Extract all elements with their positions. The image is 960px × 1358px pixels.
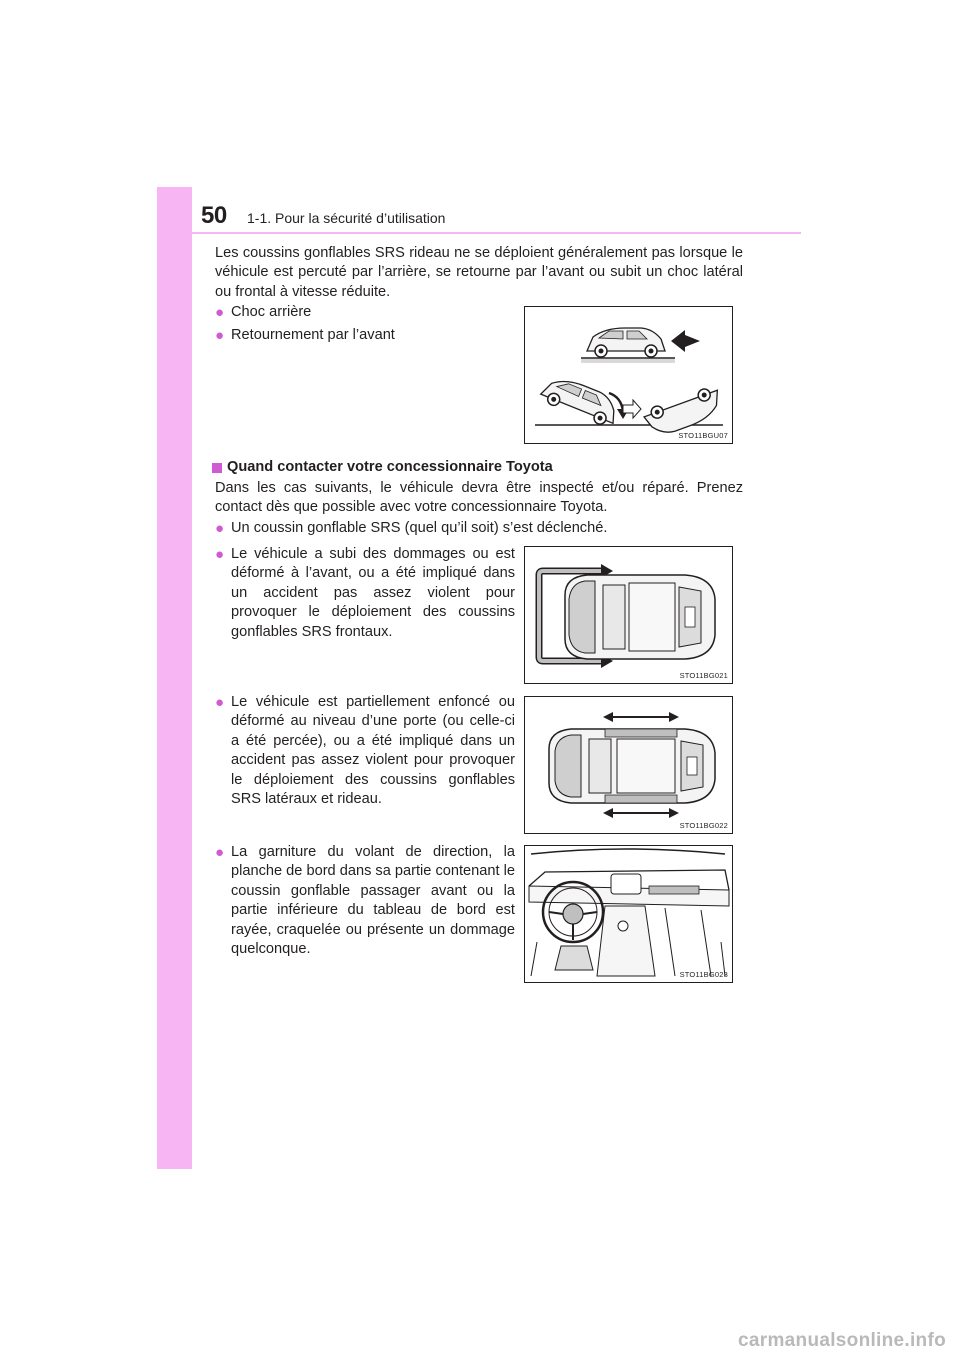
list-item-text: Le véhicule est partiellement enfoncé ou déformé au niveau d’une porte (ou celle-ci a été percée), ou a été impliqué dans un accident pas assez violent pour provoquer le déploiement des coussins gonflables SRS latéraux et rideau. <box>231 694 515 808</box>
bullet-icon: ● <box>215 327 225 344</box>
list-item <box>215 303 505 322</box>
list-item-text: Un coussin gonflable SRS (quel qu’il soit) s’est déclenché. <box>231 520 608 536</box>
dealer-section-paragraph: Dans les cas suivants, le véhicule devra être inspecté et/ou réparé. Prenez contact dès que possible avec votre concessionnaire Toyota. <box>215 480 743 516</box>
dashboard-illustration <box>525 846 732 982</box>
list-item-text: La garniture du volant de direction, la planche de bord dans sa partie contenant le coussin gonflable passager avant ou la partie inférieure du tableau de bord est rayée, craquelée ou présente un dommage quelconque. <box>231 844 515 958</box>
list-item <box>215 843 515 959</box>
car-top-view-side-illustration <box>525 697 732 833</box>
list-item <box>215 326 505 345</box>
square-bullet-icon <box>212 463 222 473</box>
figure-code: STO11BG022 <box>679 821 728 830</box>
section-title: 1-1. Pour la sécurité d’utilisation <box>247 210 446 226</box>
bullet-icon: ● <box>215 304 225 321</box>
side-color-band <box>157 187 192 1169</box>
list-item <box>215 519 743 538</box>
figure-code: STO11BG023 <box>679 970 728 979</box>
intro-paragraph: Les coussins gonflables SRS rideau ne se déploient généralement pas lorsque le véhicule est percuté par l’arrière, se retourne par l’avant ou subit un choc latéral ou frontal à vitesse réduite. <box>215 245 743 300</box>
car-collision-illustration <box>525 307 732 443</box>
car-top-view-front-illustration <box>525 547 732 683</box>
list-item <box>215 545 515 642</box>
figure-side-damage <box>524 696 733 834</box>
dealer-section-title <box>212 459 553 475</box>
list-item <box>215 693 515 809</box>
bullet-icon: ● <box>215 694 225 711</box>
figure-dashboard-damage <box>524 845 733 983</box>
bullet-icon: ● <box>215 520 225 537</box>
list-item-text: Le véhicule a subi des dommages ou est déformé à l’avant, ou a été impliqué dans un accident pas assez violent pour provoquer le déploiement des coussins gonflables SRS frontaux. <box>231 546 515 640</box>
list-item-text: Choc arrière <box>231 304 312 320</box>
figure-code: STO11BG021 <box>679 671 728 680</box>
figure-code: STO11BGU07 <box>678 431 728 440</box>
figure-front-damage <box>524 546 733 684</box>
header-rule <box>192 232 801 234</box>
watermark-text: carmanualsonline.info <box>738 1330 946 1351</box>
bullet-icon: ● <box>215 844 225 861</box>
page-number: 50 <box>201 202 227 229</box>
dealer-section-title-text: Quand contacter votre concessionnaire Toyota <box>227 459 553 475</box>
list-item-text: Retournement par l’avant <box>231 327 395 343</box>
bullet-icon: ● <box>215 546 225 563</box>
figure-rear-impact-rollover <box>524 306 733 444</box>
